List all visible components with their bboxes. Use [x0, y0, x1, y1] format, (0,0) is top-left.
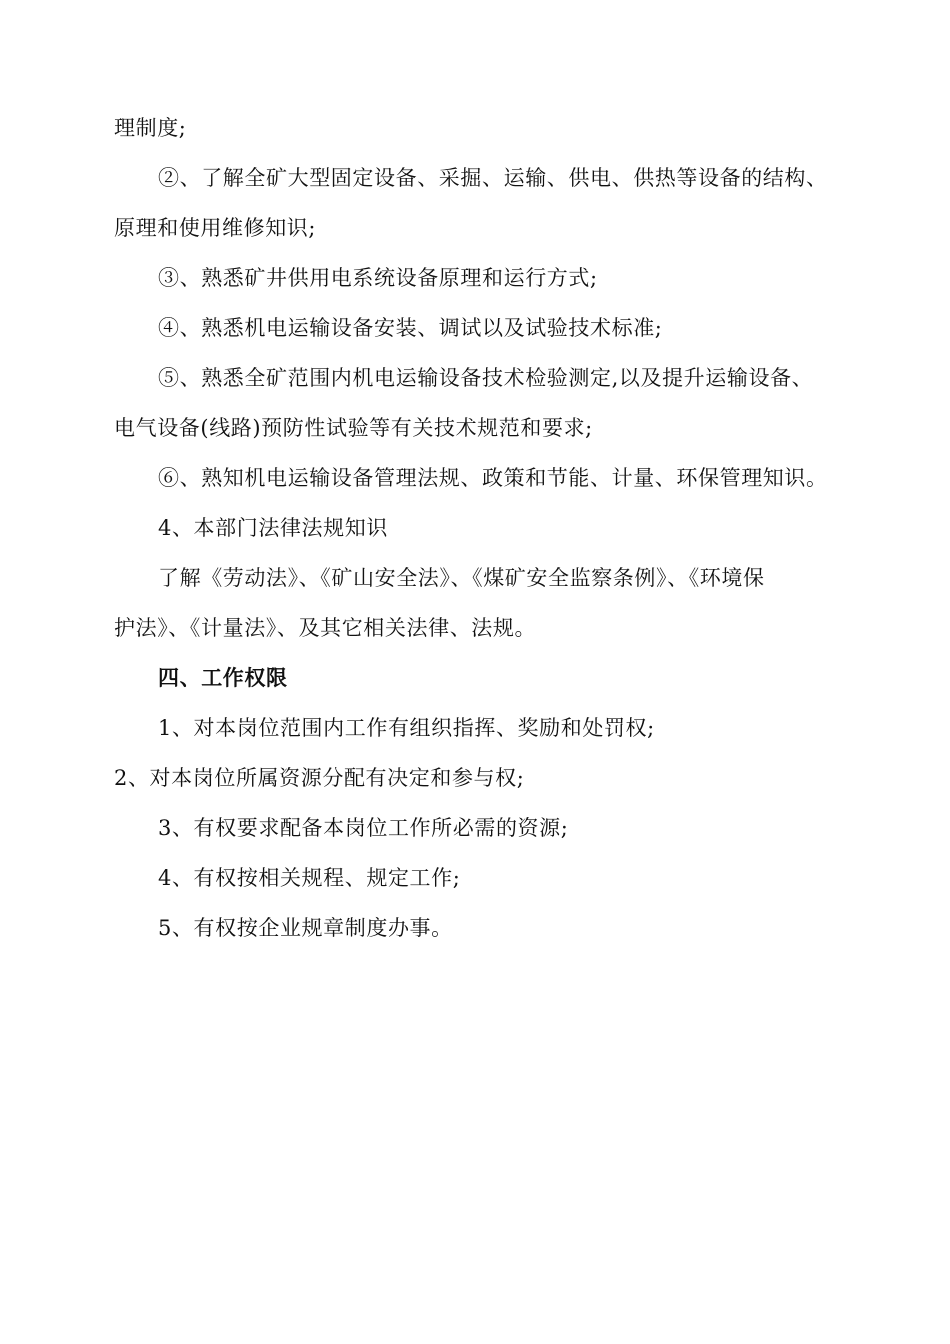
- list-item-4: ④、熟悉机电运输设备安装、调试以及试验技术标准;: [158, 316, 663, 340]
- subsection-heading: 4、本部门法律法规知识: [158, 516, 388, 540]
- paragraph-line-continuation: 理制度;: [114, 116, 187, 140]
- list-item-3: ③、熟悉矿井供用电系统设备原理和运行方式;: [158, 266, 598, 290]
- list-item-5-continuation: 电气设备(线路)预防性试验等有关技术规范和要求;: [114, 416, 593, 440]
- authority-item-2: 2、对本岗位所属资源分配有决定和参与权;: [114, 766, 525, 790]
- authority-item-3: 3、有权要求配备本岗位工作所必需的资源;: [158, 816, 569, 840]
- list-item-2-continuation: 原理和使用维修知识;: [114, 216, 317, 240]
- authority-item-5: 5、有权按企业规章制度办事。: [158, 916, 453, 940]
- list-item-5: ⑤、熟悉全矿范围内机电运输设备技术检验测定,以及提升运输设备、: [158, 366, 814, 390]
- authority-item-4: 4、有权按相关规程、规定工作;: [158, 866, 461, 890]
- law-paragraph: 了解《劳动法》、《矿山安全法》、《煤矿安全监察条例》、《环境保: [158, 566, 765, 590]
- section-heading: 四、工作权限: [158, 665, 288, 690]
- law-paragraph-continuation: 护法》、《计量法》、及其它相关法律、法规。: [114, 616, 537, 640]
- list-item-6: ⑥、熟知机电运输设备管理法规、政策和节能、计量、环保管理知识。: [158, 466, 828, 490]
- list-item-2: ②、了解全矿大型固定设备、采掘、运输、供电、供热等设备的结构、: [158, 166, 828, 190]
- authority-item-1: 1、对本岗位范围内工作有组织指挥、奖励和处罚权;: [158, 716, 655, 740]
